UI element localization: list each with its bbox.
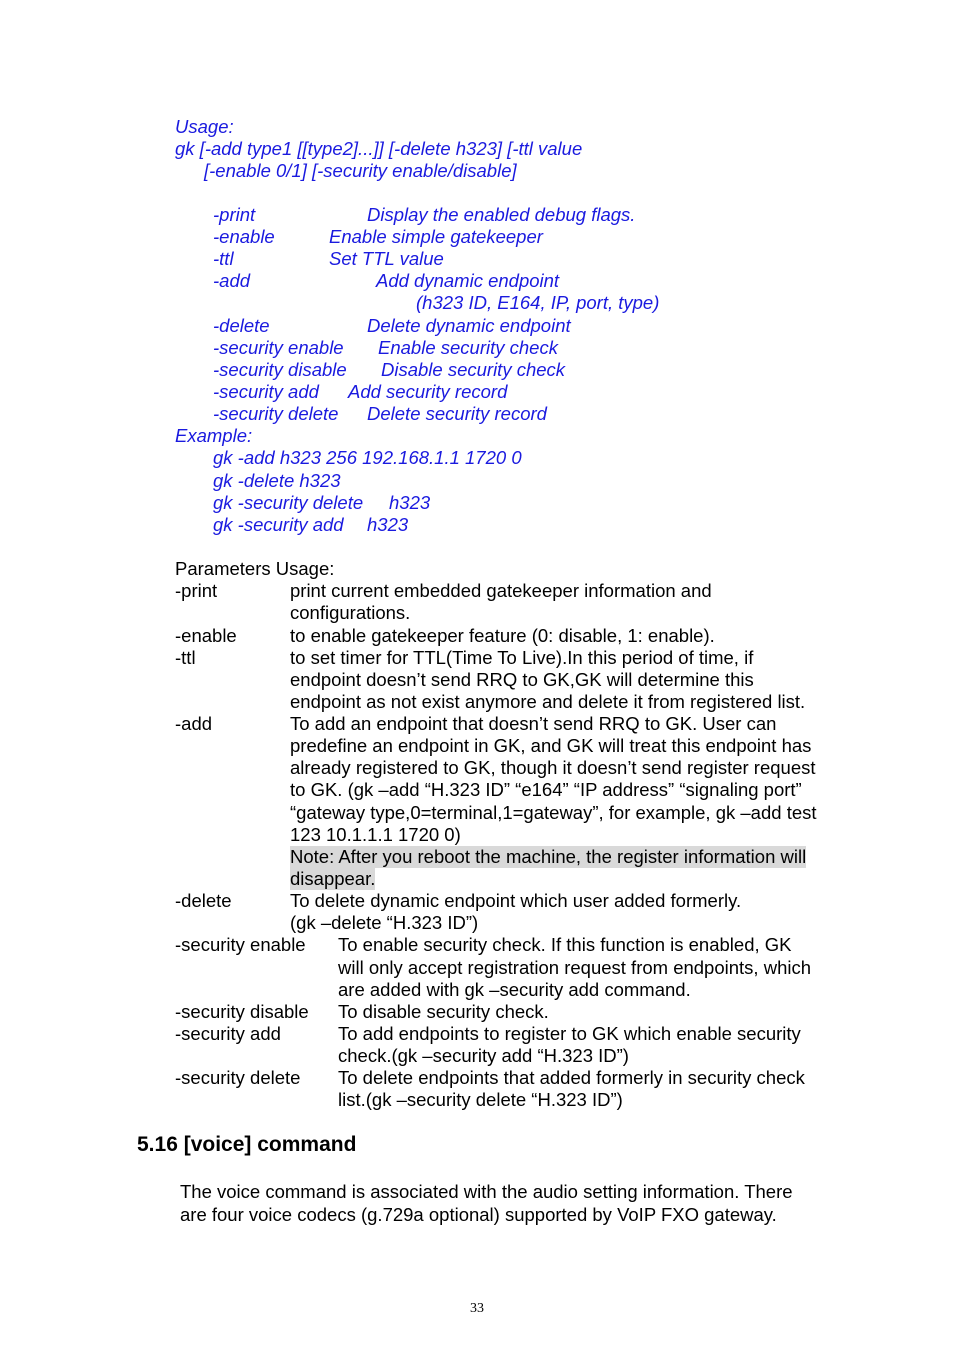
param-name: -security enable xyxy=(175,934,306,955)
param-desc-line: endpoint doesn’t send RRQ to GK,GK will determine this xyxy=(290,669,754,690)
param-desc-line: To delete dynamic endpoint which user added formerly. xyxy=(290,890,742,911)
example-line: gk -add h323 256 192.168.1.1 1720 0 xyxy=(213,447,522,468)
option-flag: -security delete xyxy=(213,403,339,424)
option-flag: -add xyxy=(213,270,251,291)
param-desc-line: To add endpoints to register to GK which enable security xyxy=(338,1023,801,1044)
option-flag: -enable xyxy=(213,226,275,247)
param-name: -enable xyxy=(175,625,237,646)
param-desc-line: list.(gk –security delete “H.323 ID”) xyxy=(338,1089,623,1110)
option-desc: Enable security check xyxy=(378,337,558,358)
param-desc-line: To disable security check. xyxy=(338,1001,549,1022)
option-desc: Delete security record xyxy=(367,403,547,424)
example-arg: h323 xyxy=(389,492,431,513)
example-cmd: gk -security add xyxy=(213,514,344,535)
option-desc: Set TTL value xyxy=(329,248,444,269)
param-name: -add xyxy=(175,713,213,734)
highlighted-note: Note: After you reboot the machine, the register information will xyxy=(290,846,807,867)
usage-syntax-line-2: [-enable 0/1] [-security enable/disable] xyxy=(204,160,517,181)
params-title: Parameters Usage: xyxy=(175,558,335,579)
param-name: -security delete xyxy=(175,1067,301,1088)
param-desc-line: to GK. (gk –add “H.323 ID” “e164” “IP address” “signaling port” xyxy=(290,779,802,800)
param-desc-line: To add an endpoint that doesn’t send RRQ to GK. User can xyxy=(290,713,777,734)
param-desc-line: 123 10.1.1.1 1720 0) xyxy=(290,824,461,845)
option-flag: -security add xyxy=(213,381,319,402)
example-line: gk -delete h323 xyxy=(213,470,341,491)
param-name: -ttl xyxy=(175,647,196,668)
option-desc: Delete dynamic endpoint xyxy=(367,315,571,336)
usage-label: Usage: xyxy=(175,116,234,137)
param-desc-line: will only accept registration request from endpoints, which xyxy=(338,957,812,978)
param-desc-line: “gateway type,0=terminal,1=gateway”, for example, gk –add test xyxy=(290,802,817,823)
option-desc-continued: (h323 ID, E164, IP, port, type) xyxy=(416,292,660,313)
example-arg: h323 xyxy=(367,514,409,535)
option-desc: Add security record xyxy=(348,381,508,402)
param-desc-line: (gk –delete “H.323 ID”) xyxy=(290,912,479,933)
param-desc-line: configurations. xyxy=(290,602,411,623)
param-desc-line: to set timer for TTL(Time To Live).In this period of time, if xyxy=(290,647,754,668)
param-desc-line: to enable gatekeeper feature (0: disable, 1: enable). xyxy=(290,625,715,646)
param-desc-line: predefine an endpoint in GK, and GK will treat this endpoint has xyxy=(290,735,812,756)
section-body-line: are four voice codecs (g.729a optional) supported by VoIP FXO gateway. xyxy=(180,1204,777,1225)
usage-syntax-line-1: gk [-add type1 [[type2]...]] [-delete h323] [-ttl value xyxy=(175,138,583,159)
param-desc-line: To delete endpoints that added formerly in security check xyxy=(338,1067,805,1088)
option-flag: -ttl xyxy=(213,248,234,269)
option-desc: Display the enabled debug flags. xyxy=(367,204,636,225)
highlighted-note: disappear. xyxy=(290,868,376,889)
param-desc-line: print current embedded gatekeeper information and xyxy=(290,580,712,601)
section-heading: 5.16 [voice] command xyxy=(137,1133,357,1156)
param-name: -print xyxy=(175,580,218,601)
option-desc: Disable security check xyxy=(381,359,566,380)
param-desc-line: check.(gk –security add “H.323 ID”) xyxy=(338,1045,629,1066)
option-flag: -delete xyxy=(213,315,270,336)
example-label: Example: xyxy=(175,425,253,446)
param-desc-line: already registered to GK, though it doesn’t send register request xyxy=(290,757,816,778)
option-flag: -print xyxy=(213,204,256,225)
example-cmd: gk -security delete xyxy=(213,492,364,513)
option-flag: -security enable xyxy=(213,337,344,358)
section-body-line: The voice command is associated with the audio setting information. There xyxy=(180,1181,793,1202)
param-name: -security add xyxy=(175,1023,281,1044)
option-flag: -security disable xyxy=(213,359,347,380)
param-desc-line: are added with gk –security add command. xyxy=(338,979,691,1000)
option-desc: Enable simple gatekeeper xyxy=(329,226,543,247)
page-number: 33 xyxy=(470,1301,484,1316)
option-desc: Add dynamic endpoint xyxy=(376,270,560,291)
param-desc-line: To enable security check. If this function is enabled, GK xyxy=(338,934,792,955)
param-name: -delete xyxy=(175,890,232,911)
param-name: -security disable xyxy=(175,1001,309,1022)
param-desc-line: endpoint as not exist anymore and delete it from registered list. xyxy=(290,691,806,712)
